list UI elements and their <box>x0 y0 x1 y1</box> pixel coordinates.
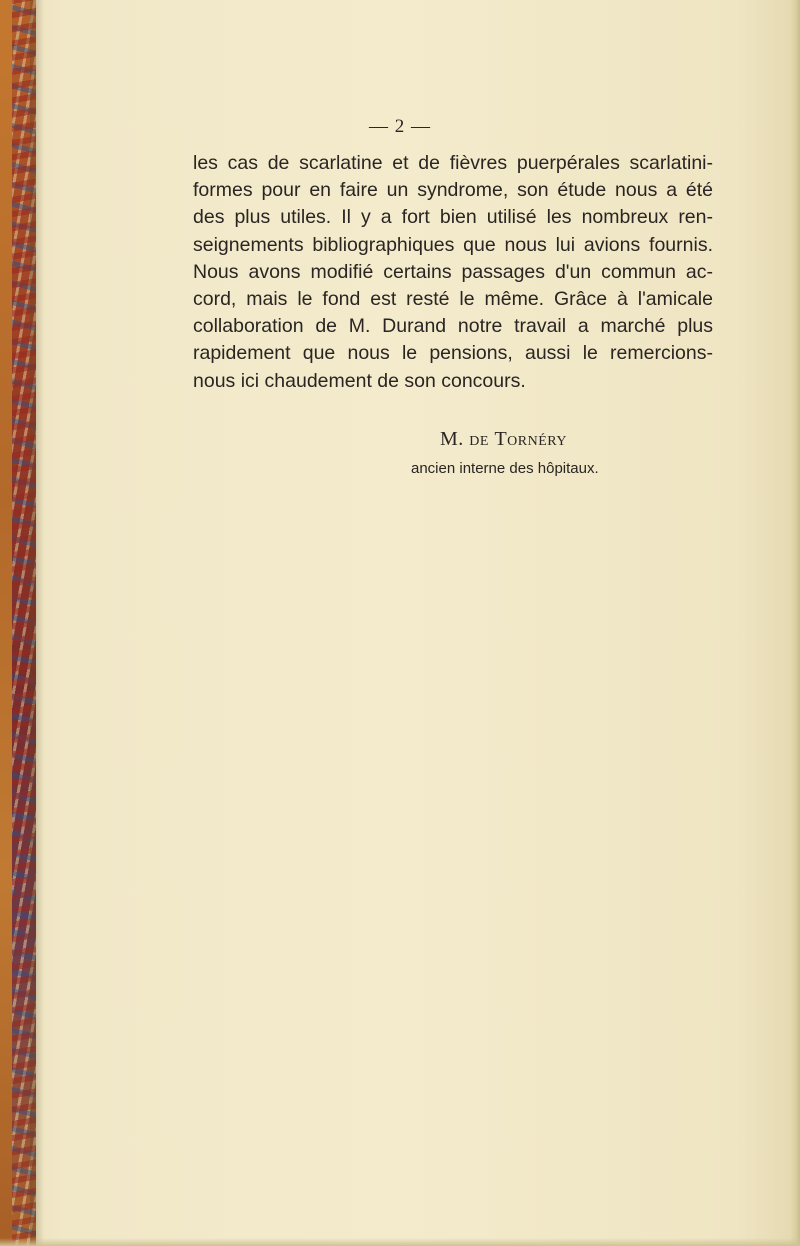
signature-prefix: M. <box>440 428 470 450</box>
text-line: les cas de scarlatine et de fièvres puerpérales scarlatini- <box>193 152 713 174</box>
text-line: des plus utiles. Il y a fort bien utilisé les nombreux ren- <box>193 206 713 229</box>
signature-name: Tornéry <box>494 428 567 450</box>
text-line: Nous avons modifié certains passages d'un commun ac- <box>193 260 713 283</box>
author-signature <box>440 428 567 451</box>
body-paragraph <box>193 150 713 395</box>
page-bottom-edge <box>0 1238 800 1246</box>
text-line: collaboration de M. Durand notre travail a marché plus <box>193 315 713 338</box>
page-right-edge <box>790 0 800 1246</box>
signature-particle: de <box>469 428 489 450</box>
binding-edge <box>0 0 12 1246</box>
text-line: nous ici chaudement de son concours. <box>193 369 526 392</box>
page-gutter-shadow <box>30 0 44 1246</box>
text-line: cord, mais le fond est resté le même. Grâce à l'amicale <box>193 287 713 310</box>
author-affiliation: ancien interne des hôpitaux. <box>411 460 599 477</box>
text-line: formes pour en faire un syndrome, son étude nous a été <box>193 179 713 202</box>
text-line: seignements bibliographiques que nous lui avions fournis. <box>193 233 713 256</box>
text-line: rapidement que nous le pensions, aussi le remercions- <box>193 342 713 365</box>
page-number: — 2 — <box>369 116 431 137</box>
